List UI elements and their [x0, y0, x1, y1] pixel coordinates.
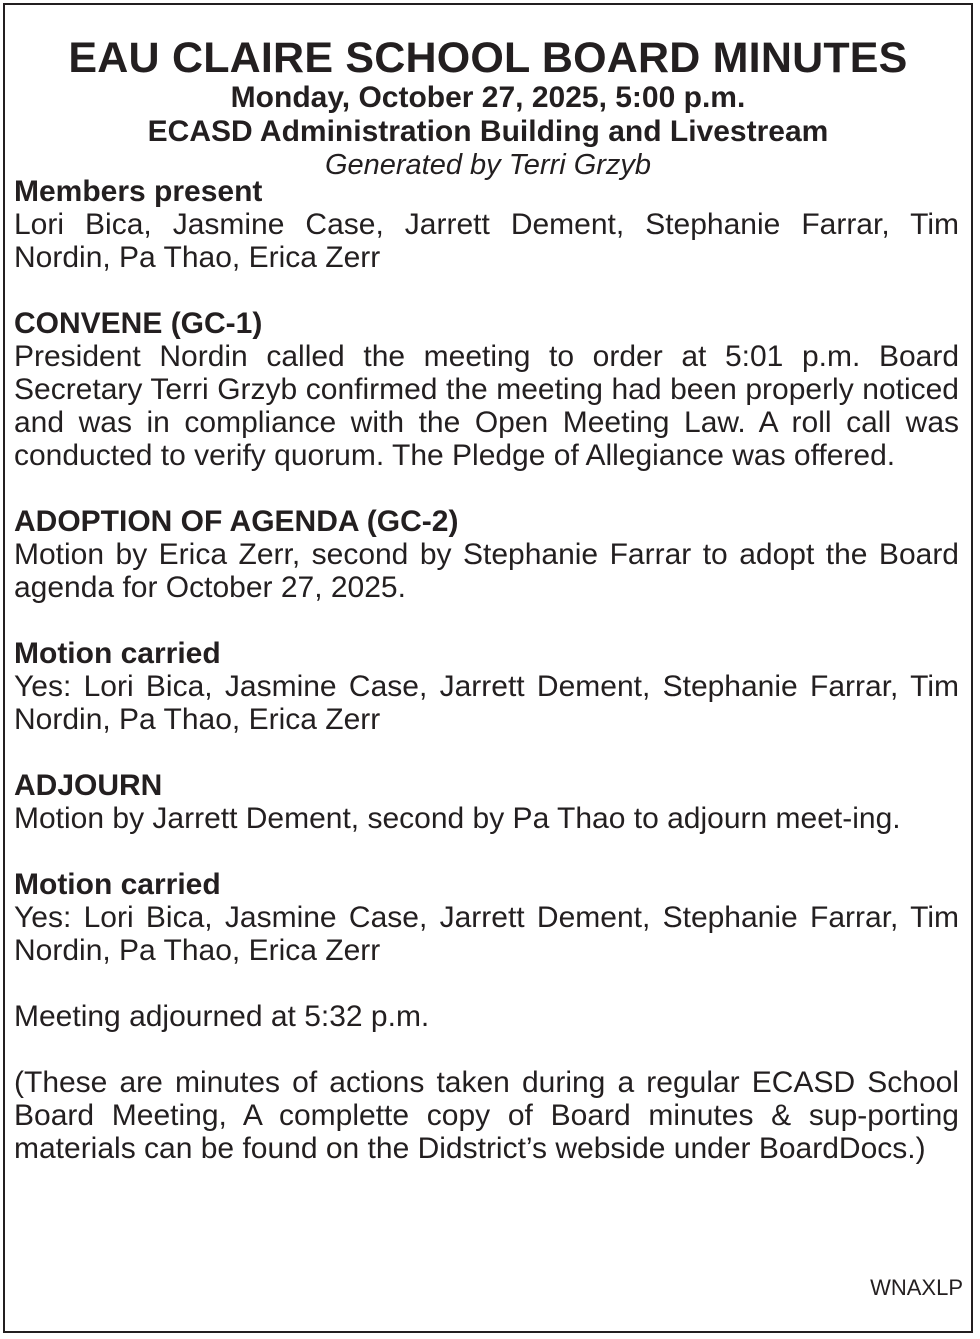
spacer: [14, 736, 959, 769]
disclaimer-text: (These are minutes of actions taken during a regular ECASD School Board Meeting, A complette copy of Board minutes & sup-porting materials can be found on the Didstrict’s webside under BoardDocs.): [14, 1066, 959, 1165]
adjourn-heading: ADJOURN: [14, 769, 163, 802]
agenda-text: Motion by Erica Zerr, second by Stephanie Farrar to adopt the Board agenda for October 27, 2025.: [14, 538, 959, 604]
agenda-heading: ADOPTION OF AGENDA (GC-2): [14, 505, 459, 538]
convene-heading: CONVENE (GC-1): [14, 307, 263, 340]
spacer: [14, 967, 959, 1000]
members-text: Lori Bica, Jasmine Case, Jarrett Dement, Stephanie Farrar, Tim Nordin, Pa Thao, Erica Zerr: [14, 208, 959, 274]
members-heading: Members present: [14, 175, 263, 208]
page-title: EAU CLAIRE SCHOOL BOARD MINUTES: [68, 34, 908, 82]
spacer: [14, 835, 959, 868]
meeting-date: Monday, October 27, 2025, 5:00 p.m.: [230, 81, 746, 114]
legal-notice: [3, 3, 973, 1333]
spacer: [14, 604, 959, 637]
agenda-vote-text: Yes: Lori Bica, Jasmine Case, Jarrett Dement, Stephanie Farrar, Tim Nordin, Pa Thao, Erica Zerr: [14, 670, 959, 736]
adjourned-time: Meeting adjourned at 5:32 p.m.: [14, 1000, 430, 1033]
generated-by: Generated by Terri Grzyb: [324, 149, 652, 181]
spacer: [14, 1033, 959, 1066]
notice-header: [5, 35, 971, 182]
spacer: [14, 472, 959, 505]
minutes-body: [14, 175, 959, 1165]
agenda-vote-heading: Motion carried: [14, 637, 221, 670]
meeting-location: ECASD Administration Building and Livestream: [147, 115, 829, 148]
ad-code: WNAXLP: [870, 1275, 963, 1300]
adjourn-vote-heading: Motion carried: [14, 868, 221, 901]
convene-text: President Nordin called the meeting to order at 5:01 p.m. Board Secretary Terri Grzyb confirmed the meeting had been properly noticed and was in compliance with the Open Meeting Law. A roll call was conducted to verify quorum. The Pledge of Allegiance was offered.: [14, 340, 959, 472]
spacer: [14, 274, 959, 307]
adjourn-vote-text: Yes: Lori Bica, Jasmine Case, Jarrett Dement, Stephanie Farrar, Tim Nordin, Pa Thao, Erica Zerr: [14, 901, 959, 967]
adjourn-text: Motion by Jarrett Dement, second by Pa Thao to adjourn meet-ing.: [14, 802, 901, 835]
